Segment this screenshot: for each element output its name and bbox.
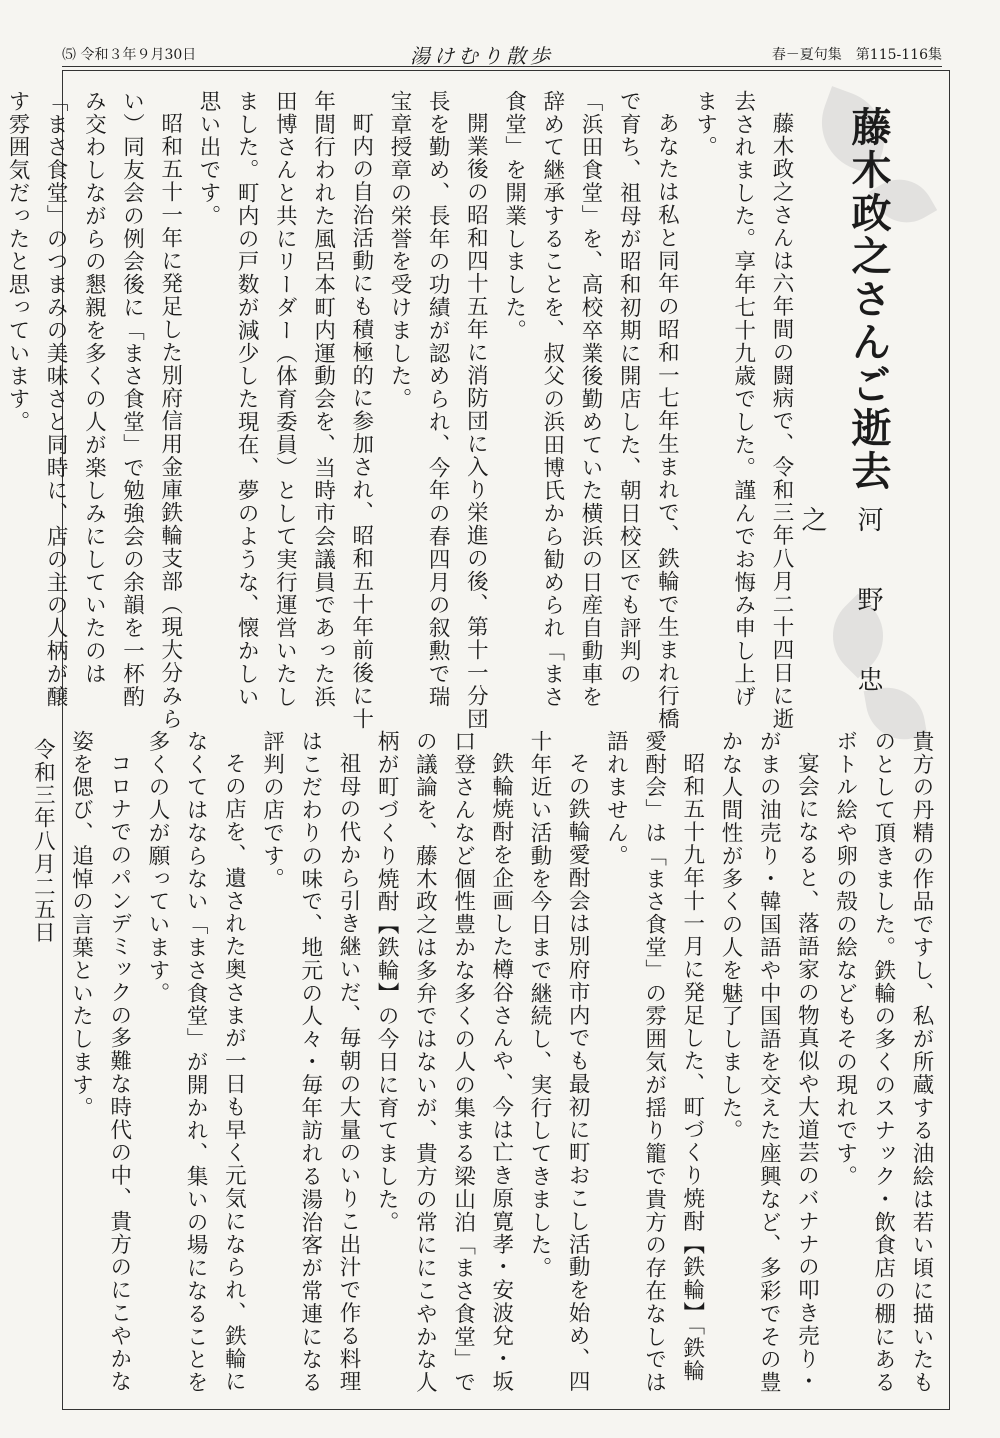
paragraph: 開業後の昭和四十五年に消防団に入り栄進の後、第十一分団長を勤め、長年の功績が認められ、今年の春四月の叙勲で瑞宝章授章の栄誉を受けました。 <box>386 90 489 730</box>
paragraph: あなたは私と同年の昭和一七年生まれで、鉄輪で生まれ行橋で育ち、祖母が昭和初期に開店した、朝日校区でも評判の「浜田食堂」を、高校卒業後勤めていた横浜の日産自動車を辞めて継承することを、叔父の浜田博氏から勧められ「まさ食堂」を開業しました。 <box>501 90 680 730</box>
article-title: 藤木政之さんご逝去 <box>845 106 892 493</box>
publication-title: 湯けむり散歩 <box>410 44 554 68</box>
paragraph: 祖母の代から引き継いだ、毎朝の大量のいりこ出汁で作る料理はこだわりの味で、地元の人々・毎年訪れる湯治客が常連になる評判の店です。 <box>259 730 361 1395</box>
paragraph: 鉄輪焼酎を企画した樽谷さんや、今は亡き原寛孝・安波兌・坂口登さんなど個性豊かな多くの人の集まる梁山泊「まさ食堂」での議論を、藤木政之は多弁ではないが、貴方の常ににこやかな人柄が町づくり焼酎【鉄輪】の今日に育てました。 <box>374 730 514 1395</box>
paragraph: 町内の自治活動にも積極的に参加され、昭和五十年前後に十年間行われた風呂本町内運動会を、当時市会議員であった浜田博さんと共にリーダー（体育委員）として実行運営いたしました。町内の戸数が減少した現在、夢のような、懐かしい思い出です。 <box>195 90 374 730</box>
page-number-date: ⑸ 令和３年９月30日 <box>62 47 197 63</box>
title-block <box>797 86 934 776</box>
article-author: 河 野 忠 之 <box>797 506 883 746</box>
article-body-bottom <box>30 730 940 1402</box>
paragraph: 昭和五十九年十一月に発足した、町づくり焼酎【鉄輪】「鉄輪愛酎会」は「まさ食堂」の雰囲気が揺り籠で貴方の存在なしでは語れません。 <box>603 730 705 1395</box>
paragraph: 宴会になると、落語家の物真似や大道芸のバナナの叩き売り・がまの油売り・韓国語や中国語を交えた座興など、多彩でその豊かな人間性が多くの人を魅了しました。 <box>717 730 820 1395</box>
article-date: 令和三年八月二五日 <box>30 738 56 945</box>
page-header <box>0 0 1000 68</box>
paragraph: 藤木政之さんは六年間の闘病で、令和三年八月二十四日に逝去されました。享年七十九歳でした。謹んでお悔み申し上げます。 <box>692 90 794 730</box>
header-rule <box>62 66 942 67</box>
issue-info: 春－夏句集 第115-116集 <box>771 47 942 63</box>
paragraph: 昭和五十一年に発足した別府信用金庫鉄輪支部（現大分みらい）同友会の例会後に「まさ食堂」で勉強会の余韻を一杯酌み交わしながらの懇親を多くの人が楽しみにしていたのは「まさ食堂」のつまみの美味さと同時に、店の主の人柄が醸す雰囲気だったと思っています。 <box>4 90 183 730</box>
paragraph: その鉄輪愛酎会は別府市内でも最初に町おこし活動を始め、四十年近い活動を今日まで継続し、実行してきました。 <box>526 730 591 1393</box>
paragraph: コロナでのパンデミックの多難な時代の中、貴方のにこやかな姿を偲び、追悼の言葉といたします。 <box>68 730 132 1393</box>
paragraph: 貴方の丹精の作品ですし、私が所蔵する油絵は若い頃に描いたものとして頂きました。鉄輪の多くのスナック・飲食店の棚にあるボトル絵や卵の殻の絵などもその現れです。 <box>832 730 934 1395</box>
article-body-top <box>4 90 800 730</box>
paragraph: その店を、遺された奥さまが一日も早く元気になられ、鉄輪になくてはならない「まさ食堂」が開かれ、集いの場になることを多くの人が願っています。 <box>144 730 247 1395</box>
